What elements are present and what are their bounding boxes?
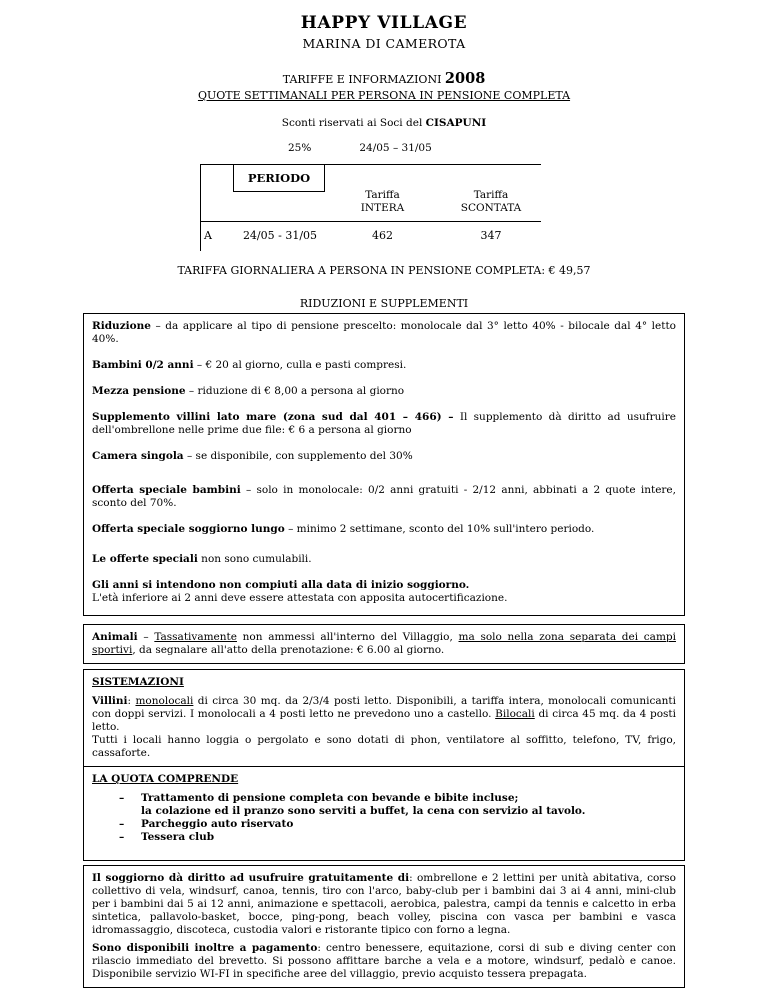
row-code: A xyxy=(204,229,212,242)
quota-item-text: la colazione ed il pranzo sono serviti a buffet, la cena con servizio al tavolo. xyxy=(141,805,586,817)
villini-colon: : xyxy=(127,695,136,707)
servizi-pagamento-paragraph xyxy=(92,942,676,981)
bullet-dash: – xyxy=(119,792,125,804)
quota-item xyxy=(119,831,676,844)
villini-underlined-1: monolocali xyxy=(135,695,194,707)
item-text: non sono cumulabili. xyxy=(197,553,312,565)
animali-paragraph xyxy=(92,631,676,657)
quota-item-continuation xyxy=(119,805,676,818)
bambini-item xyxy=(92,359,676,372)
soci-name: CISAPUNI xyxy=(425,117,487,129)
animali-text-1: non ammessi all'interno del Villaggio, xyxy=(236,631,459,643)
tariffs-year: 2008 xyxy=(444,70,486,87)
quota-box xyxy=(83,766,685,861)
camera-singola-item xyxy=(92,450,676,463)
page-title: HAPPY VILLAGE xyxy=(300,13,468,33)
col-header-line1: Tariffa xyxy=(365,189,400,201)
anni-item xyxy=(92,579,676,605)
quote-line: QUOTE SETTIMANALI PER PERSONA IN PENSIONE COMPLETA xyxy=(197,89,571,102)
item-lead: Le offerte speciali xyxy=(92,553,198,565)
discount-period: 24/05 – 31/05 xyxy=(359,142,432,154)
servizi-gratuiti-text: : ombrellone e 2 lettini per unità abitativa, corso collettivo di vela, windsurf, canoa, tennis, tiro con l'arco, baby-club per i bambini dai 3 ai 4 anni, mini-club per i bambini dai 5 ai 12 anni, animazione e spettacoli, aerobica, palestra, campi da tennis e calcetto in erba sintetica, pallavolo-basket, bocce, ping-pong, beach volley, piscina con vasca per bambini e vasca idromassaggio, discoteca, custodia valori e ristorante tipico con forno a legna. xyxy=(92,872,676,936)
col-header-line1: Tariffa xyxy=(473,189,509,201)
daily-rate-line: TARIFFA GIORNALIERA A PERSONA IN PENSIONE COMPLETA: € 49,57 xyxy=(177,264,591,277)
row-tariffa-intera: 462 xyxy=(372,229,393,242)
item-lead: Camera singola xyxy=(92,450,184,462)
row-tariffa-scontata: 347 xyxy=(480,229,502,242)
animali-underlined-2: ma solo nella zona separata dei campi sportivi xyxy=(92,631,676,656)
sistemazioni-heading: SISTEMAZIONI xyxy=(92,676,184,688)
col-header-tariffa-intera xyxy=(324,189,441,215)
table-divider xyxy=(201,221,541,222)
soci-line xyxy=(83,117,685,130)
item-lead: Riduzione xyxy=(92,320,151,332)
quota-item xyxy=(119,792,676,805)
item-text: – minimo 2 settimane, sconto del 10% sull'intero periodo. xyxy=(284,523,595,535)
item-lead: Mezza pensione xyxy=(92,385,186,397)
tariffs-label: TARIFFE E INFORMAZIONI xyxy=(282,73,445,86)
sistemazioni-box xyxy=(83,669,685,767)
servizi-pagamento-text: : centro benessere, equitazione, corsi di sub e diving center con rilascio immediato del brevetto. Si possono affittare barche a vela e a motore, windsurf, pedalò e canoe. Disponibile servizio WI-FI in specifiche aree del villaggio, previo acquisto tessera prepagata. xyxy=(92,942,676,980)
servizi-pagamento-lead: Sono disponibili inoltre a pagamento xyxy=(92,942,318,954)
offerte-speciali-item xyxy=(92,553,676,566)
bullet-dash: – xyxy=(119,831,125,843)
animali-box xyxy=(83,624,685,664)
supplemento-villini-item xyxy=(92,411,676,437)
servizi-box xyxy=(83,865,685,988)
riduzioni-heading: RIDUZIONI E SUPPLEMENTI xyxy=(299,297,469,310)
item-lead: Supplemento villini lato mare (zona sud dal 401 – 466) – xyxy=(92,411,454,423)
period-header-cell: PERIODO xyxy=(233,164,325,192)
item-text: – da applicare al tipo di pensione prescelto: monolocale dal 3° letto 40% - bilocale dal 4° letto 40%. xyxy=(92,320,676,345)
quota-item-text: Trattamento di pensione completa con bevande e bibite incluse; xyxy=(141,792,519,804)
bullet-dash: – xyxy=(119,818,125,830)
villini-text-2: di circa 45 mq. da 4 posti letto. xyxy=(92,708,677,733)
col-header-tariffa-scontata xyxy=(441,189,541,215)
locali-paragraph: Tutti i locali hanno loggia o pergolato e sono dotati di phon, ventilatore al soffitto, telefono, TV, frigo, cassaforte. xyxy=(92,734,676,759)
villini-lead: Villini xyxy=(92,695,128,707)
discount-line xyxy=(83,142,685,155)
quota-heading: LA QUOTA COMPRENDE xyxy=(92,773,239,785)
discount-percent: 25% xyxy=(288,142,312,154)
item-text: – solo in monolocale: 0/2 anni gratuiti - 2/12 anni, abbinati a 2 quote intere, sconto del 70%. xyxy=(92,484,676,509)
row-period: 24/05 - 31/05 xyxy=(242,229,318,242)
rate-table xyxy=(200,164,541,251)
col-header-line2: INTERA xyxy=(360,202,405,214)
riduzioni-box xyxy=(83,313,685,616)
villini-text-1: di circa 30 mq. da 2/3/4 posti letto. Disponibili, a tariffa intera, monolocali comunicanti con doppi servizi. I monolocali a 4 posti letto ne prevedono uno a castello. xyxy=(92,695,676,720)
page-subtitle: MARINA DI CAMEROTA xyxy=(302,36,466,51)
offerta-bambini-item xyxy=(92,484,676,510)
item-text: – se disponibile, con supplemento del 30% xyxy=(183,450,413,462)
quota-item xyxy=(119,818,676,831)
item-lead: Gli anni si intendono non compiuti alla data di inizio soggiorno. xyxy=(92,579,470,591)
soci-label: Sconti riservati ai Soci del xyxy=(281,117,426,129)
item-lead: Offerta speciale soggiorno lungo xyxy=(92,523,285,535)
riduzione-item xyxy=(92,320,676,346)
servizi-gratuiti-paragraph xyxy=(92,872,676,937)
animali-text-2: , da segnalare all'atto della prenotazione: € 6.00 al giorno. xyxy=(132,644,445,656)
offerta-soggiorno-lungo-item xyxy=(92,523,676,536)
animali-separator: – xyxy=(137,631,155,643)
item-text: – € 20 al giorno, culla e pasti compresi. xyxy=(193,359,407,371)
servizi-gratuiti-lead: Il soggiorno dà diritto ad usufruire gratuitamente di xyxy=(92,872,410,884)
mezza-pensione-item xyxy=(92,385,676,398)
quota-item-text: Parcheggio auto riservato xyxy=(141,818,294,830)
item-lead: Bambini 0/2 anni xyxy=(92,359,194,371)
bullet-dash xyxy=(119,805,141,818)
item-text: L'età inferiore ai 2 anni deve essere attestata con apposita autocertificazione. xyxy=(92,592,508,604)
animali-lead: Animali xyxy=(92,631,138,643)
item-text: – riduzione di € 8,00 a persona al giorno xyxy=(185,385,405,397)
villini-paragraph xyxy=(92,695,676,734)
tariffs-line xyxy=(83,72,685,86)
col-header-line2: SCONTATA xyxy=(460,202,522,214)
animali-underlined-1: Tassativamente xyxy=(154,631,237,643)
item-lead: Offerta speciale bambini xyxy=(92,484,241,496)
villini-underlined-2: Bilocali xyxy=(495,708,535,720)
quota-item-text: Tessera club xyxy=(141,831,215,843)
quota-list xyxy=(92,792,676,854)
item-text: Il supplemento dà diritto ad usufruire dell'ombrellone nelle prime due file: € 6 a persona al giorno xyxy=(92,411,676,436)
